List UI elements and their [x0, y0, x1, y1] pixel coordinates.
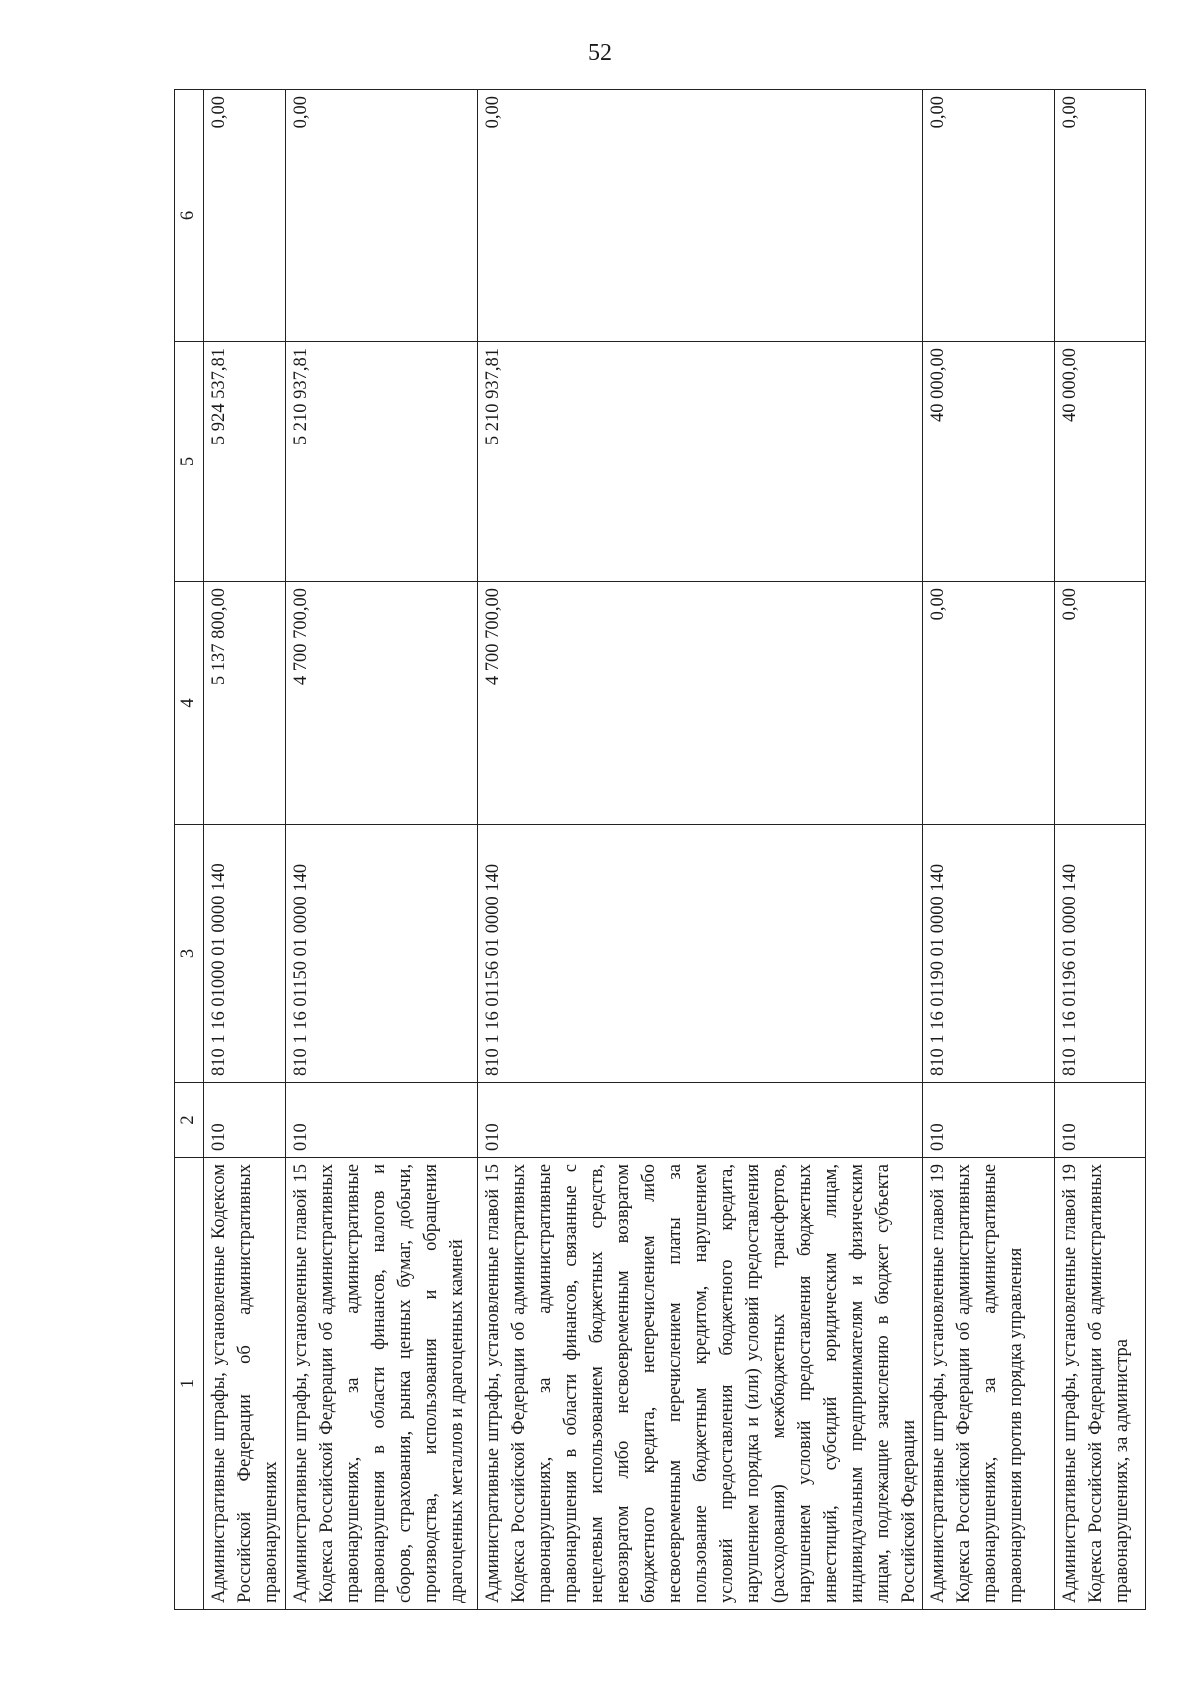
- row-chapter: 010: [204, 1083, 286, 1158]
- table-row: [204, 90, 286, 1610]
- header-cell: 2: [175, 1083, 204, 1158]
- row-chapter: 010: [1055, 1083, 1146, 1158]
- header-row: [175, 90, 204, 1610]
- row-col5: 5 924 537,81: [204, 342, 286, 582]
- row-col6: 0,00: [286, 90, 478, 342]
- row-code: 810 1 16 01000 01 0000 140: [204, 825, 286, 1083]
- header-cell: 4: [175, 582, 204, 825]
- row-col6: 0,00: [204, 90, 286, 342]
- page-number: 52: [588, 40, 612, 66]
- row-code: 810 1 16 01156 01 0000 140: [478, 825, 923, 1083]
- row-name: Административные штрафы, установленные главой 15 Кодекса Российской Федерации об административных правонарушениях, за административные правонарушения в области финансов, налогов и сборов, страхования, рынка ценных бумаг, добычи, производства, использования и обращения драгоценных металлов и драгоценных камней: [286, 1158, 478, 1610]
- row-col5: 40 000,00: [1055, 342, 1146, 582]
- table-row: [923, 90, 1055, 1610]
- row-col4: 4 700 700,00: [478, 582, 923, 825]
- row-col6: 0,00: [923, 90, 1055, 342]
- row-name: Административные штрафы, установленные главой 15 Кодекса Российской Федерации об административных правонарушениях, за административные правонарушения в области финансов, связанные с нецелевым использованием бюджетных средств, невозвратом либо несвоевременным возвратом бюджетного кредита, неперечислением либо несвоевременным перечислением платы за пользование бюджетным кредитом, нарушением условий предоставления бюджетного кредита, нарушением порядка и (или) условий предоставления (расходования) межбюджетных трансфертов, нарушением условий предоставления бюджетных инвестиций, субсидий юридическим лицам, индивидуальным предпринимателям и физическим лицам, подлежащие зачислению в бюджет субъекта Российской Федерации: [478, 1158, 923, 1610]
- table-row: [478, 90, 923, 1610]
- row-name: Административные штрафы, установленные Кодексом Российской Федерации об административных правонарушениях: [204, 1158, 286, 1610]
- table-row: [1055, 90, 1146, 1610]
- row-code: 810 1 16 01190 01 0000 140: [923, 825, 1055, 1083]
- revenue-table: [174, 89, 1146, 1610]
- row-col5: 40 000,00: [923, 342, 1055, 582]
- row-col4: 0,00: [1055, 582, 1146, 825]
- table-row: [286, 90, 478, 1610]
- row-col5: 5 210 937,81: [286, 342, 478, 582]
- row-col4: 0,00: [923, 582, 1055, 825]
- row-col6: 0,00: [1055, 90, 1146, 342]
- rotated-table-wrapper: [174, 90, 1132, 1610]
- row-col4: 5 137 800,00: [204, 582, 286, 825]
- header-cell: 5: [175, 342, 204, 582]
- row-chapter: 010: [923, 1083, 1055, 1158]
- header-cell: 1: [175, 1158, 204, 1610]
- row-code: 810 1 16 01150 01 0000 140: [286, 825, 478, 1083]
- row-col6: 0,00: [478, 90, 923, 342]
- row-name: Административные штрафы, установленные главой 19 Кодекса Российской Федерации об административных правонарушениях, за администра: [1055, 1158, 1146, 1610]
- row-chapter: 010: [286, 1083, 478, 1158]
- row-name: Административные штрафы, установленные главой 19 Кодекса Российской Федерации об административных правонарушениях, за административные правонарушения против порядка управления: [923, 1158, 1055, 1610]
- row-code: 810 1 16 01196 01 0000 140: [1055, 825, 1146, 1083]
- header-cell: 6: [175, 90, 204, 342]
- header-cell: 3: [175, 825, 204, 1083]
- row-col4: 4 700 700,00: [286, 582, 478, 825]
- row-col5: 5 210 937,81: [478, 342, 923, 582]
- row-chapter: 010: [478, 1083, 923, 1158]
